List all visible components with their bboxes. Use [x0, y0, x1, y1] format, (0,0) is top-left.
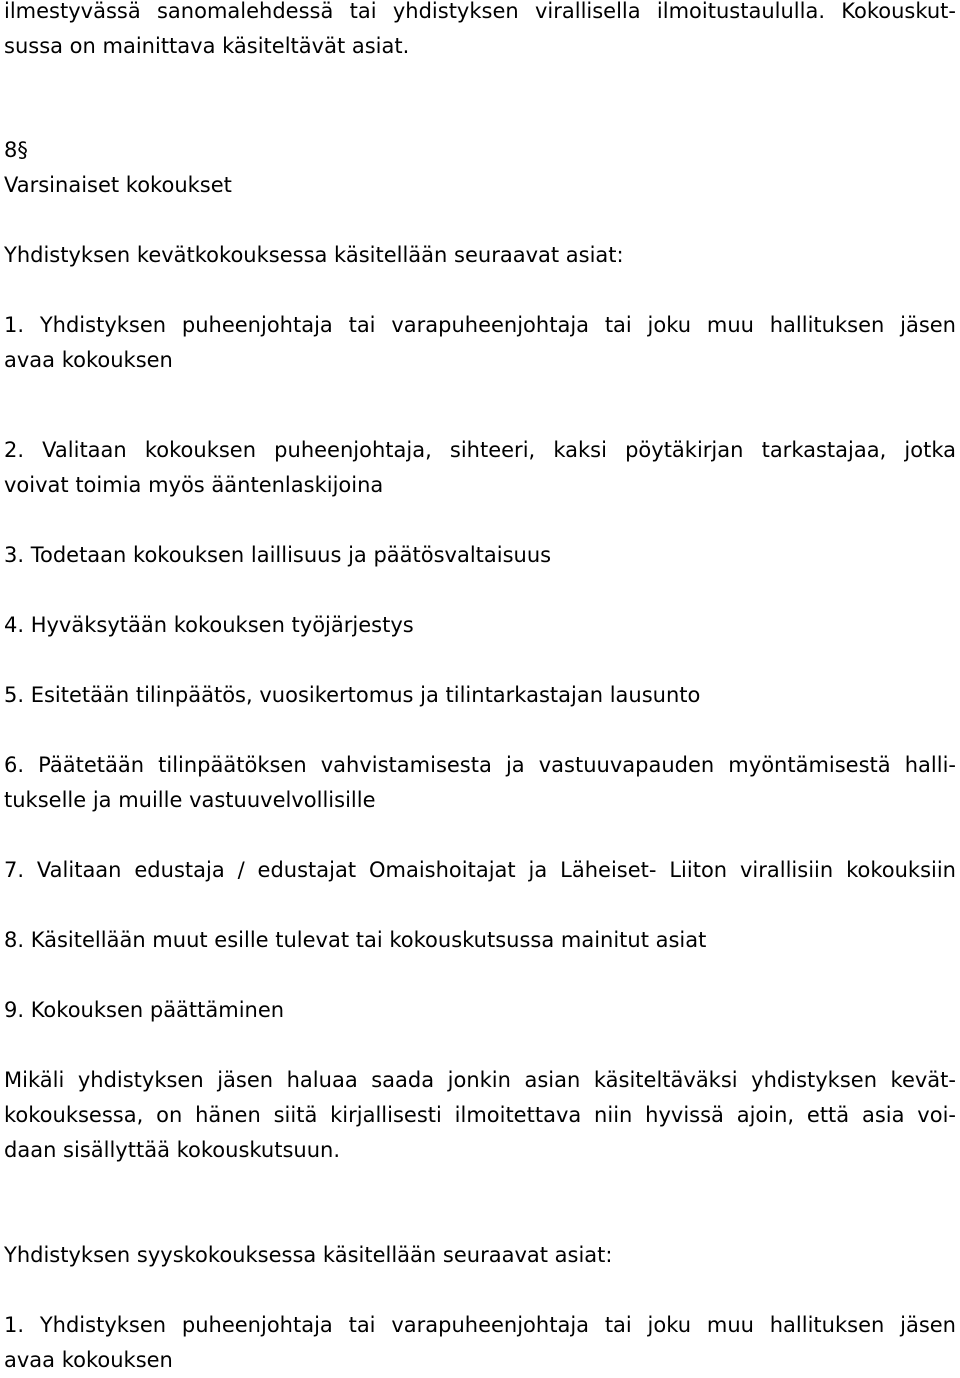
list-item-line: 2. Valitaan kokouksen puheenjohtaja, sihteeri, kaksi pöytäkirjan tarkastajaa, jotka: [4, 438, 956, 462]
section-number: 8§: [4, 138, 28, 162]
spring-item-6: [4, 748, 956, 818]
list-item-line: 6. Päätetään tilinpäätöksen vahvistamisesta ja vastuuvapauden myöntämisestä halli-: [4, 753, 956, 777]
spring-item-2: [4, 433, 956, 503]
spring-item-8: [4, 923, 956, 958]
spring-item-3: [4, 538, 956, 573]
spring-item-4: [4, 608, 956, 643]
list-item-line: 8. Käsitellään muut esille tulevat tai kokouskutsussa mainitut asiat: [4, 928, 707, 952]
list-item-line: avaa kokouksen: [4, 1348, 173, 1372]
spring-heading-text: Yhdistyksen kevätkokouksessa käsitellään seuraavat asiat:: [4, 243, 624, 267]
list-item-line: 9. Kokouksen päättäminen: [4, 998, 285, 1022]
note-line: daan sisällyttää kokouskutsuun.: [4, 1138, 340, 1162]
intro-line: sussa on mainittava käsiteltävät asiat.: [4, 34, 410, 58]
note-line: kokouksessa, on hänen siitä kirjallisesti ilmoitettava niin hyvissä ajoin, että asia voi-: [4, 1103, 956, 1127]
autumn-meeting-heading: [4, 1238, 956, 1273]
autumn-item-1: [4, 1308, 956, 1378]
list-item-line: 1. Yhdistyksen puheenjohtaja tai varapuheenjohtaja tai joku muu hallituksen jäsen: [4, 313, 956, 337]
list-item-line: tukselle ja muille vastuuvelvollisille: [4, 788, 376, 812]
spring-meeting-heading: [4, 238, 956, 273]
list-item-line: avaa kokouksen: [4, 348, 173, 372]
list-item-line: voivat toimia myös ääntenlaskijoina: [4, 473, 384, 497]
note-line: Mikäli yhdistyksen jäsen haluaa saada jonkin asian käsiteltäväksi yhdistyksen kevät-: [4, 1068, 956, 1092]
section-title: Varsinaiset kokoukset: [4, 173, 232, 197]
list-item-line: 4. Hyväksytään kokouksen työjärjestys: [4, 613, 414, 637]
intro-line: ilmestyvässä sanomalehdessä tai yhdistyksen virallisella ilmoitustaululla. Kokouskut-: [4, 0, 956, 23]
list-item-line: 7. Valitaan edustaja / edustajat Omaishoitajat ja Läheiset- Liiton virallisiin kokouksiin: [4, 858, 956, 882]
section-header: [4, 133, 956, 203]
spring-item-1: [4, 308, 956, 378]
list-item-line: 3. Todetaan kokouksen laillisuus ja päätösvaltaisuus: [4, 543, 552, 567]
spring-item-7: [4, 853, 956, 888]
spring-note-paragraph: [4, 1063, 956, 1168]
spring-item-9: [4, 993, 956, 1028]
list-item-line: 1. Yhdistyksen puheenjohtaja tai varapuheenjohtaja tai joku muu hallituksen jäsen: [4, 1313, 956, 1337]
list-item-line: 5. Esitetään tilinpäätös, vuosikertomus ja tilintarkastajan lausunto: [4, 683, 701, 707]
spring-item-5: [4, 678, 956, 713]
autumn-heading-text: Yhdistyksen syyskokouksessa käsitellään seuraavat asiat:: [4, 1243, 613, 1267]
intro-paragraph: [4, 0, 956, 64]
